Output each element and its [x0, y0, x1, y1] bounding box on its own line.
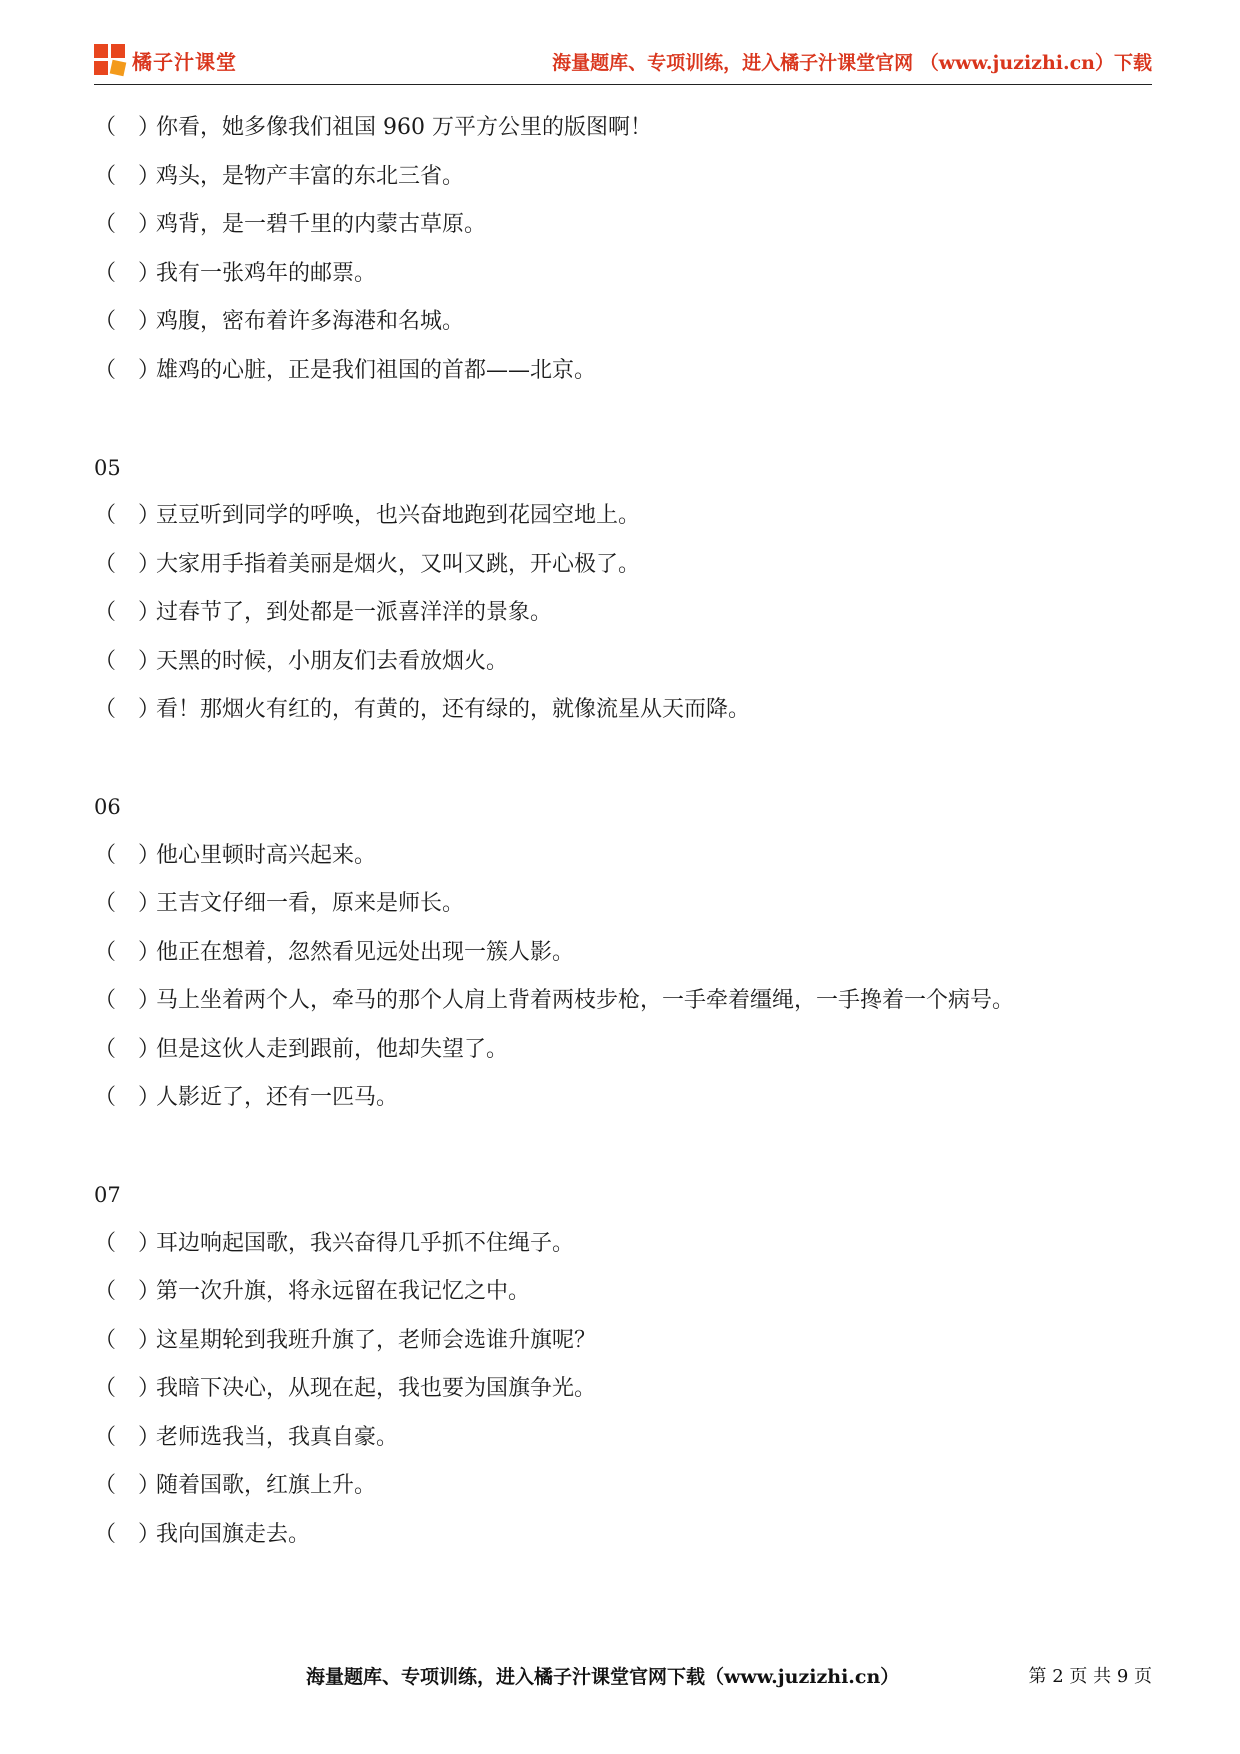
answer-blank[interactable]: （ ） — [94, 1521, 161, 1547]
answer-blank[interactable]: （ ） — [94, 1473, 161, 1498]
sentence-text: 我有一张鸡年的邮票。 — [156, 260, 377, 286]
sentence-text: 这星期轮到我班升旗了，老师会选谁升旗呢？ — [156, 1327, 597, 1353]
section-gap — [94, 1123, 1152, 1172]
sentence-row — [94, 1026, 1152, 1075]
sentence-text: 看！那烟火有红的，有黄的，还有绿的，就像流星从天而降。 — [156, 697, 751, 722]
sentence-text: 我向国旗走去。 — [156, 1521, 311, 1547]
sentence-text: 鸡背，是一碧千里的内蒙古草原。 — [156, 212, 487, 237]
sentence-row — [94, 686, 1152, 735]
logo-icon — [94, 44, 126, 76]
question-number: 07 — [94, 1183, 121, 1207]
sentence-row — [94, 589, 1152, 638]
page-header — [94, 40, 1152, 85]
site-logo[interactable] — [94, 44, 237, 76]
sentence-row — [94, 1317, 1152, 1366]
answer-blank[interactable]: （ ） — [94, 357, 161, 383]
sentence-row — [94, 201, 1152, 250]
answer-blank[interactable]: （ ） — [94, 891, 161, 916]
sentence-row — [94, 832, 1152, 881]
sentence-text: 鸡头，是物产丰富的东北三省。 — [156, 163, 465, 189]
sentence-text: 随着国歌，红旗上升。 — [156, 1473, 377, 1498]
sentence-row — [94, 1511, 1152, 1560]
sentence-row — [94, 1462, 1152, 1511]
answer-blank[interactable]: （ ） — [94, 600, 161, 625]
sentence-row — [94, 1074, 1152, 1123]
answer-blank[interactable]: （ ） — [94, 939, 161, 965]
answer-blank[interactable]: （ ） — [94, 115, 161, 140]
question-number: 06 — [94, 795, 121, 819]
sentence-text: 王吉文仔细一看，原来是师长。 — [156, 891, 465, 916]
answer-blank[interactable]: （ ） — [94, 1424, 161, 1450]
sentence-row — [94, 977, 1152, 1026]
header-slogan: 海量题库、专项训练，进入橘子汁课堂官网 （www.juzizhi.cn）下载 — [552, 52, 1152, 74]
answer-blank[interactable]: （ ） — [94, 1036, 161, 1062]
sentence-text: 大家用手指着美丽是烟火，又叫又跳，开心极了。 — [156, 551, 641, 577]
sentence-row — [94, 153, 1152, 202]
sentence-row — [94, 638, 1152, 687]
sentence-row — [94, 541, 1152, 590]
sentence-text: 鸡腹，密布着许多海港和名城。 — [156, 309, 465, 334]
answer-blank[interactable]: （ ） — [94, 842, 161, 868]
sentence-text: 我暗下决心，从现在起，我也要为国旗争光。 — [156, 1376, 597, 1401]
answer-blank[interactable]: （ ） — [94, 988, 161, 1013]
sentence-text: 人影近了，还有一匹马。 — [156, 1085, 399, 1110]
sentence-text: 雄鸡的心脏，正是我们祖国的首都——北京。 — [156, 357, 597, 383]
sentence-row — [94, 1414, 1152, 1463]
answer-blank[interactable]: （ ） — [94, 1085, 161, 1110]
answer-blank[interactable]: （ ） — [94, 697, 161, 722]
answer-blank[interactable]: （ ） — [94, 1376, 161, 1401]
answer-blank[interactable]: （ ） — [94, 1279, 161, 1304]
sentence-text: 但是这伙人走到跟前，他却失望了。 — [156, 1036, 509, 1062]
sentence-row — [94, 929, 1152, 978]
page-footer — [0, 1662, 1240, 1692]
section-gap — [94, 735, 1152, 784]
sentence-text: 他心里顿时高兴起来。 — [156, 842, 377, 868]
exercise-content — [94, 104, 1152, 1559]
sentence-text: 马上坐着两个人，牵马的那个人肩上背着两枝步枪，一手牵着缰绳，一手搀着一个病号。 — [156, 988, 1015, 1013]
answer-blank[interactable]: （ ） — [94, 1230, 161, 1256]
answer-blank[interactable]: （ ） — [94, 309, 161, 334]
answer-blank[interactable]: （ ） — [94, 260, 161, 286]
answer-blank[interactable]: （ ） — [94, 648, 161, 674]
sentence-text: 老师选我当，我真自豪。 — [156, 1424, 399, 1450]
sentence-text: 第一次升旗，将永远留在我记忆之中。 — [156, 1279, 531, 1304]
sentence-text: 天黑的时候，小朋友们去看放烟火。 — [156, 648, 509, 674]
sentence-text: 你看，她多像我们祖国 960 万平方公里的版图啊！ — [156, 115, 652, 140]
sentence-row — [94, 104, 1152, 153]
sentence-text: 豆豆听到同学的呼唤，也兴奋地跑到花园空地上。 — [156, 503, 641, 528]
logo-text: 橘子汁课堂 — [132, 49, 237, 74]
answer-blank[interactable]: （ ） — [94, 1327, 161, 1353]
sentence-row — [94, 250, 1152, 299]
answer-blank[interactable]: （ ） — [94, 163, 161, 189]
page-number: 第 2 页 共 9 页 — [1028, 1666, 1152, 1687]
sentence-row — [94, 1365, 1152, 1414]
sentence-text: 他正在想着，忽然看见远处出现一簇人影。 — [156, 939, 575, 965]
sentence-text: 过春节了，到处都是一派喜洋洋的景象。 — [156, 600, 553, 625]
sentence-row — [94, 880, 1152, 929]
answer-blank[interactable]: （ ） — [94, 551, 161, 577]
footer-slogan: 海量题库、专项训练，进入橘子汁课堂官网下载（www.juzizhi.cn） — [306, 1666, 900, 1688]
question-number: 05 — [94, 455, 121, 480]
sentence-row — [94, 1220, 1152, 1269]
answer-blank[interactable]: （ ） — [94, 503, 161, 528]
answer-blank[interactable]: （ ） — [94, 212, 161, 237]
sentence-text: 耳边响起国歌，我兴奋得几乎抓不住绳子。 — [156, 1230, 575, 1256]
sentence-row — [94, 492, 1152, 541]
sentence-row — [94, 1268, 1152, 1317]
sentence-row — [94, 347, 1152, 396]
sentence-row — [94, 298, 1152, 347]
section-gap — [94, 395, 1152, 444]
